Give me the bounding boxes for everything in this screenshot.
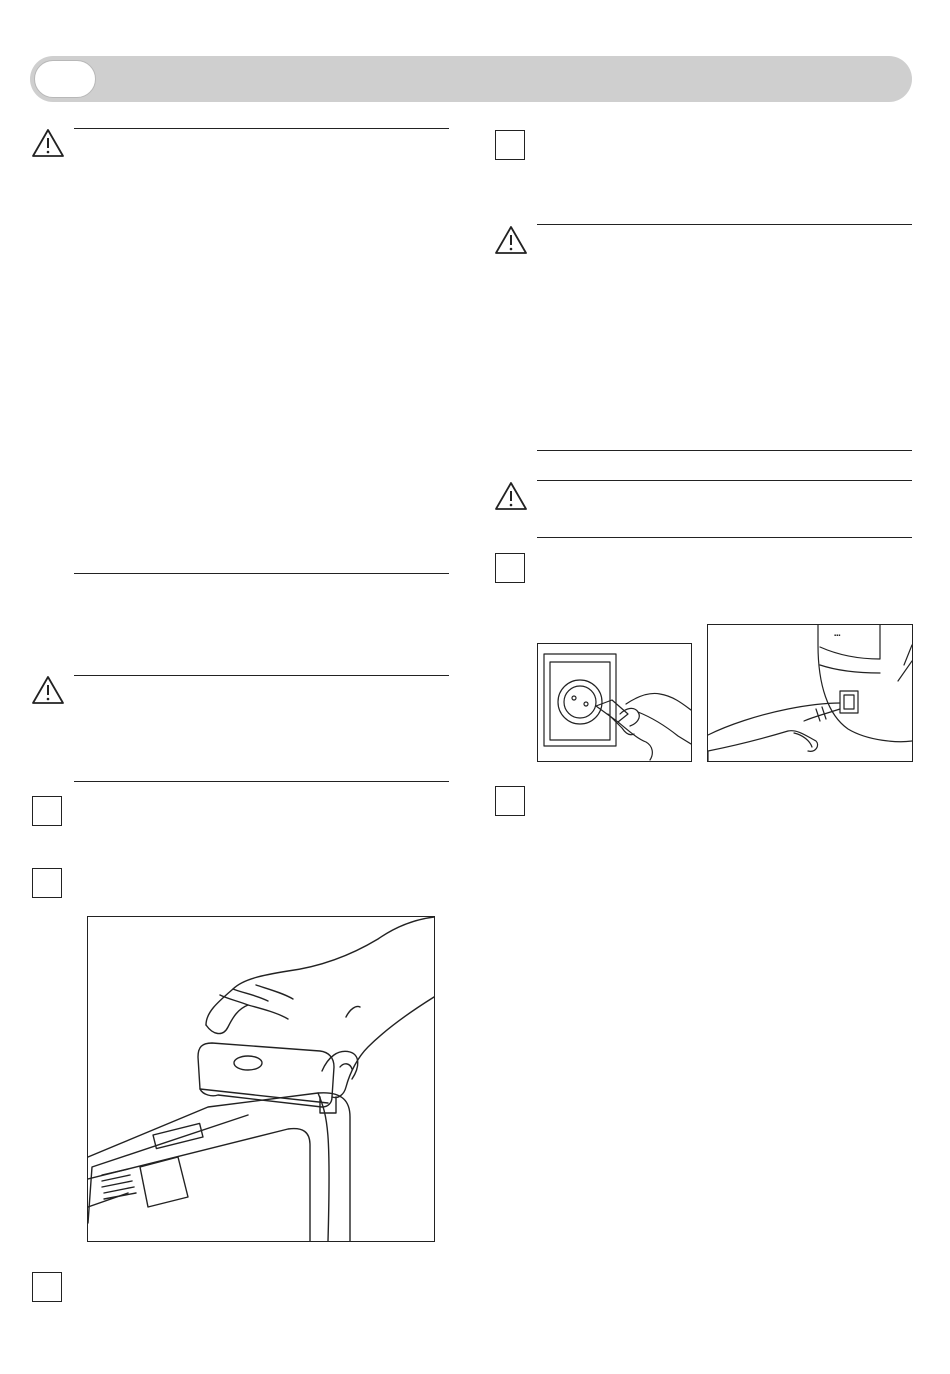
finger-pressing-power-switch-illustration <box>707 624 913 762</box>
hand-lifting-machine-lid-illustration <box>87 916 435 1242</box>
warning-triangle-icon <box>494 481 528 511</box>
svg-text:▪▪▪: ▪▪▪ <box>834 633 841 639</box>
warning-top-rule <box>537 224 912 225</box>
warning-bottom-rule <box>74 781 449 782</box>
warning-top-rule <box>74 675 449 676</box>
step-checkbox-icon <box>32 1272 62 1302</box>
step-checkbox-icon <box>495 786 525 816</box>
warning-bottom-rule <box>537 537 912 538</box>
section-header-bar <box>30 56 912 102</box>
warning-triangle-icon <box>494 225 528 255</box>
step-checkbox-icon <box>32 868 62 898</box>
section-number-pill <box>34 60 96 98</box>
warning-bottom-rule <box>537 450 912 451</box>
step-checkbox-icon <box>32 796 62 826</box>
hand-removing-plug-illustration <box>537 643 692 762</box>
divider-rule <box>74 573 449 574</box>
warning-top-rule <box>74 128 449 129</box>
warning-triangle-icon <box>31 128 65 158</box>
step-checkbox-icon <box>495 553 525 583</box>
warning-triangle-icon <box>31 675 65 705</box>
step-checkbox-icon <box>495 130 525 160</box>
warning-top-rule <box>537 480 912 481</box>
